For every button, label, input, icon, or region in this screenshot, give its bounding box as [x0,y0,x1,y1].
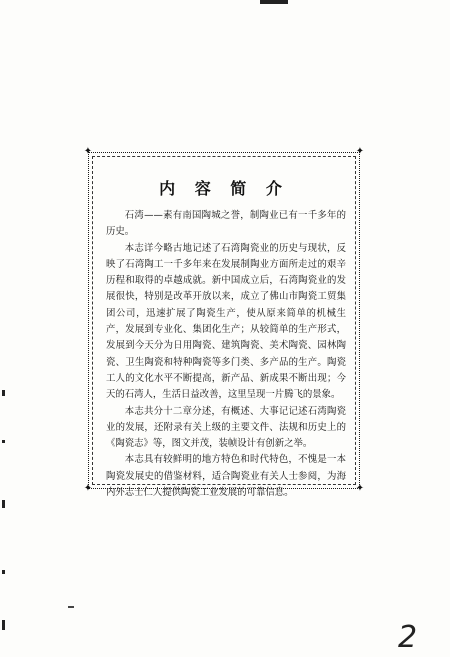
page-number: 2 [398,620,418,655]
paragraph: 本志共分十二章分述，有概述、大事记记述石湾陶瓷业的发展，还附录有关上级的主要文件、法规和历史上的《陶瓷志》等，图文并茂，装帧设计有创新之举。 [106,405,346,450]
paragraph: 石湾——素有南国陶城之誉，制陶业已有一千多年的历史。 [106,210,346,238]
corner-ornament-icon: ✦ [83,146,93,157]
corner-ornament-icon: ✦ [355,146,365,157]
scan-mark [260,0,288,4]
page-title: 内 容 简 介 [159,179,289,198]
paragraph: 本志具有较鲜明的地方特色和时代特色，不愧是一本陶瓷发展史的借鉴材料，适合陶瓷业有关人士参阅，为海内外志士仁人提供陶瓷工业发展的可靠信息。 [106,454,346,499]
paragraph: 本志详今略古地记述了石湾陶瓷业的历史与现状，反映了石湾陶工一千多年来在发展制陶业方面所走过的艰辛历程和取得的卓越成就。新中国成立后，石湾陶瓷业的发展很快，特别是改革开放以来，成立了佛山市陶瓷工贸集团公司，迅速扩展了陶瓷生产，使从原来简单的机械生产，发展到专业化、集团化生产；从较简单的生产形式，发展到今天分为日用陶瓷、建筑陶瓷、美术陶瓷、园林陶瓷、卫生陶瓷和特种陶瓷等多门类、多产品的生产。陶瓷工人的文化水平不断提高，新产品、新成果不断出现；今天的石湾人，生活日益改善，这里呈现一片腾飞的景象。 [106,242,346,401]
scan-edge-marks [0,380,8,657]
scan-mark [68,606,74,608]
corner-ornament-icon: ✦ [355,483,365,494]
corner-ornament-icon: ✦ [83,483,93,494]
summary-body [106,208,346,501]
